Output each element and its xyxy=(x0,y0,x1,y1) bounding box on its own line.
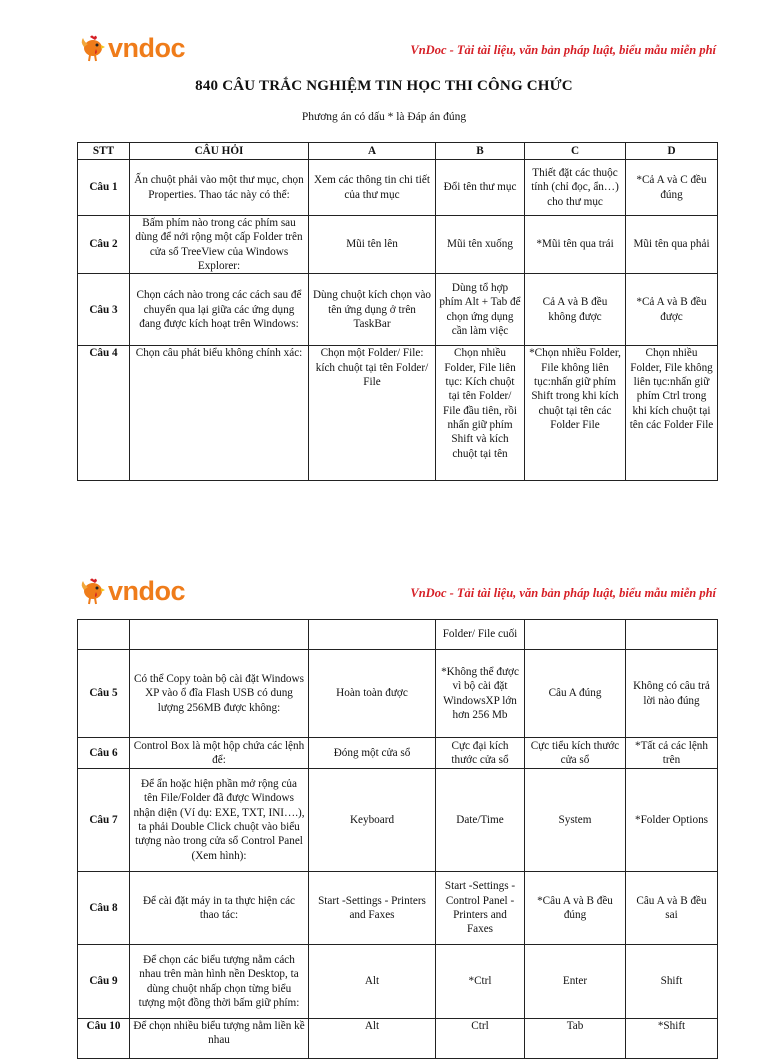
table-row xyxy=(78,620,718,650)
question-number: Câu 7 xyxy=(78,769,130,872)
question-number: Câu 2 xyxy=(78,216,130,274)
option-c: *Chọn nhiều Folder, File không liên tục:nhấn giữ phím Shift trong khi kích chuột tại tên các Folder File xyxy=(525,346,626,481)
option-a: Start -Settings - Printers and Faxes xyxy=(309,872,436,945)
table-header-row xyxy=(78,143,718,160)
question-number: Câu 6 xyxy=(78,738,130,769)
table-row xyxy=(78,945,718,1019)
question-text: Bấm phím nào trong các phím sau dùng để nới rộng một cấp Folder trên cửa sổ TreeView của Windows Explorer: xyxy=(130,216,309,274)
option-a: Chọn một Folder/ File: kích chuột tại tên Folder/ File xyxy=(309,346,436,481)
option-b: Ctrl xyxy=(436,1019,525,1059)
question-text: Để chọn các biểu tượng nằm cách nhau trên màn hình nền Desktop, ta dùng chuột nhấp chọn từng biểu tượng một đồng thời bấm giữ phím: xyxy=(130,945,309,1019)
option-d: *Cả A và B đều được xyxy=(626,274,718,346)
question-number: Câu 10 xyxy=(78,1019,130,1059)
option-a xyxy=(309,620,436,650)
page-title: 840 CÂU TRẮC NGHIỆM TIN HỌC THI CÔNG CHỨC xyxy=(195,78,573,94)
option-d: Mũi tên qua phải xyxy=(626,216,718,274)
option-b: Start -Settings - Control Panel - Printers and Faxes xyxy=(436,872,525,945)
option-a: Đóng một cửa sổ xyxy=(309,738,436,769)
table-row xyxy=(78,872,718,945)
page-subtitle: Phương án có dấu * là Đáp án đúng xyxy=(301,111,467,123)
logo-wordmark: vndoc xyxy=(108,32,186,63)
table-row xyxy=(78,160,718,216)
questions-table-page-2 xyxy=(77,619,718,1059)
option-c: Enter xyxy=(525,945,626,1019)
question-text: Để ẩn hoặc hiện phần mở rộng của tên File/Folder đã được Windows nhận diện (Ví dụ: EXE, TXT, INI….), ta phải Double Click chuột vào biểu tượng nào trong cửa sổ Control Panel (Xem hình): xyxy=(130,769,309,872)
option-b: Folder/ File cuối xyxy=(436,620,525,650)
logo-wordmark: vndoc xyxy=(108,575,186,606)
option-b: Dùng tổ hợp phím Alt + Tab để chọn ứng dụng cần làm việc xyxy=(436,274,525,346)
question-number: Câu 3 xyxy=(78,274,130,346)
option-a: Dùng chuột kích chọn vào tên ứng dụng ở trên TaskBar xyxy=(309,274,436,346)
table-row xyxy=(78,216,718,274)
tagline: VnDoc - Tải tài liệu, văn bản pháp luật, biểu mẫu miễn phí xyxy=(410,43,716,57)
tagline: VnDoc - Tải tài liệu, văn bản pháp luật, biểu mẫu miễn phí xyxy=(410,586,716,600)
question-number: Câu 8 xyxy=(78,872,130,945)
option-d: Câu A và B đều sai xyxy=(626,872,718,945)
question-text: Có thể Copy toàn bộ cài đặt Windows XP vào ổ đĩa Flash USB có dung lượng 256MB được không: xyxy=(130,650,309,738)
header-question: CÂU HỎI xyxy=(130,143,309,160)
header-option-c: C xyxy=(525,143,626,160)
page-1 xyxy=(0,0,768,520)
table-row xyxy=(78,274,718,346)
question-number xyxy=(78,620,130,650)
option-d xyxy=(626,620,718,650)
option-c: Tab xyxy=(525,1019,626,1059)
option-a: Hoàn toàn được xyxy=(309,650,436,738)
table-row xyxy=(78,650,718,738)
option-b: Cực đại kích thước cửa sổ xyxy=(436,738,525,769)
option-d: Không có câu trả lời nào đúng xyxy=(626,650,718,738)
option-b: Chọn nhiều Folder, File liên tục: Kích chuột tại tên Folder/ File đầu tiên, rồi nhấn giữ phím Shift và kích chuột tại tên xyxy=(436,346,525,481)
option-c: *Mũi tên qua trái xyxy=(525,216,626,274)
option-c: System xyxy=(525,769,626,872)
option-d: *Folder Options xyxy=(626,769,718,872)
question-text: Để chọn nhiều biểu tượng nằm liền kề nhau xyxy=(130,1019,309,1059)
option-b: *Ctrl xyxy=(436,945,525,1019)
question-text: Chọn câu phát biểu không chính xác: xyxy=(130,346,309,481)
option-b: *Không thể được vì bộ cài đặt WindowsXP lớn hơn 256 Mb xyxy=(436,650,525,738)
question-number: Câu 5 xyxy=(78,650,130,738)
rooster-icon xyxy=(80,577,106,605)
question-text: Control Box là một hộp chứa các lệnh để: xyxy=(130,738,309,769)
questions-table-page-1 xyxy=(77,142,718,481)
rooster-icon xyxy=(80,34,106,62)
option-a: Xem các thông tin chi tiết của thư mục xyxy=(309,160,436,216)
option-d: Shift xyxy=(626,945,718,1019)
option-d: Chọn nhiều Folder, File không liên tục:nhấn giữ phím Ctrl trong khi kích chuột tại tên các Folder File xyxy=(626,346,718,481)
option-d: *Tất cả các lệnh trên xyxy=(626,738,718,769)
question-number: Câu 4 xyxy=(78,346,130,481)
vndoc-logo[interactable] xyxy=(80,576,185,606)
option-c: Câu A đúng xyxy=(525,650,626,738)
table-row xyxy=(78,769,718,872)
header-stt: STT xyxy=(78,143,130,160)
option-a: Mũi tên lên xyxy=(309,216,436,274)
header-option-b: B xyxy=(436,143,525,160)
option-b: Mũi tên xuống xyxy=(436,216,525,274)
table-row xyxy=(78,346,718,481)
option-b: Date/Time xyxy=(436,769,525,872)
vndoc-logo[interactable] xyxy=(80,33,185,63)
header-option-d: D xyxy=(626,143,718,160)
option-c: Thiết đặt các thuộc tính (chỉ đọc, ẩn…) cho thư mục xyxy=(525,160,626,216)
option-a: Keyboard xyxy=(309,769,436,872)
question-text: Để cài đặt máy in ta thực hiện các thao tác: xyxy=(130,872,309,945)
question-number: Câu 9 xyxy=(78,945,130,1019)
option-c xyxy=(525,620,626,650)
option-a: Alt xyxy=(309,945,436,1019)
page-header xyxy=(0,33,768,83)
table-row xyxy=(78,738,718,769)
question-number: Câu 1 xyxy=(78,160,130,216)
option-b: Đổi tên thư mục xyxy=(436,160,525,216)
table-row xyxy=(78,1019,718,1059)
option-d: *Shift xyxy=(626,1019,718,1059)
option-c: Cực tiểu kích thước cửa sổ xyxy=(525,738,626,769)
page-2 xyxy=(0,560,768,1047)
option-c: Cả A và B đều không được xyxy=(525,274,626,346)
question-text xyxy=(130,620,309,650)
option-d: *Cả A và C đều đúng xyxy=(626,160,718,216)
option-c: *Câu A và B đều đúng xyxy=(525,872,626,945)
question-text: Chọn cách nào trong các cách sau để chuyển qua lại giữa các ứng dụng đang được kích hoạt trên Windows: xyxy=(130,274,309,346)
option-a: Alt xyxy=(309,1019,436,1059)
header-option-a: A xyxy=(309,143,436,160)
question-text: Ấn chuột phải vào một thư mục, chọn Properties. Thao tác này có thể: xyxy=(130,160,309,216)
